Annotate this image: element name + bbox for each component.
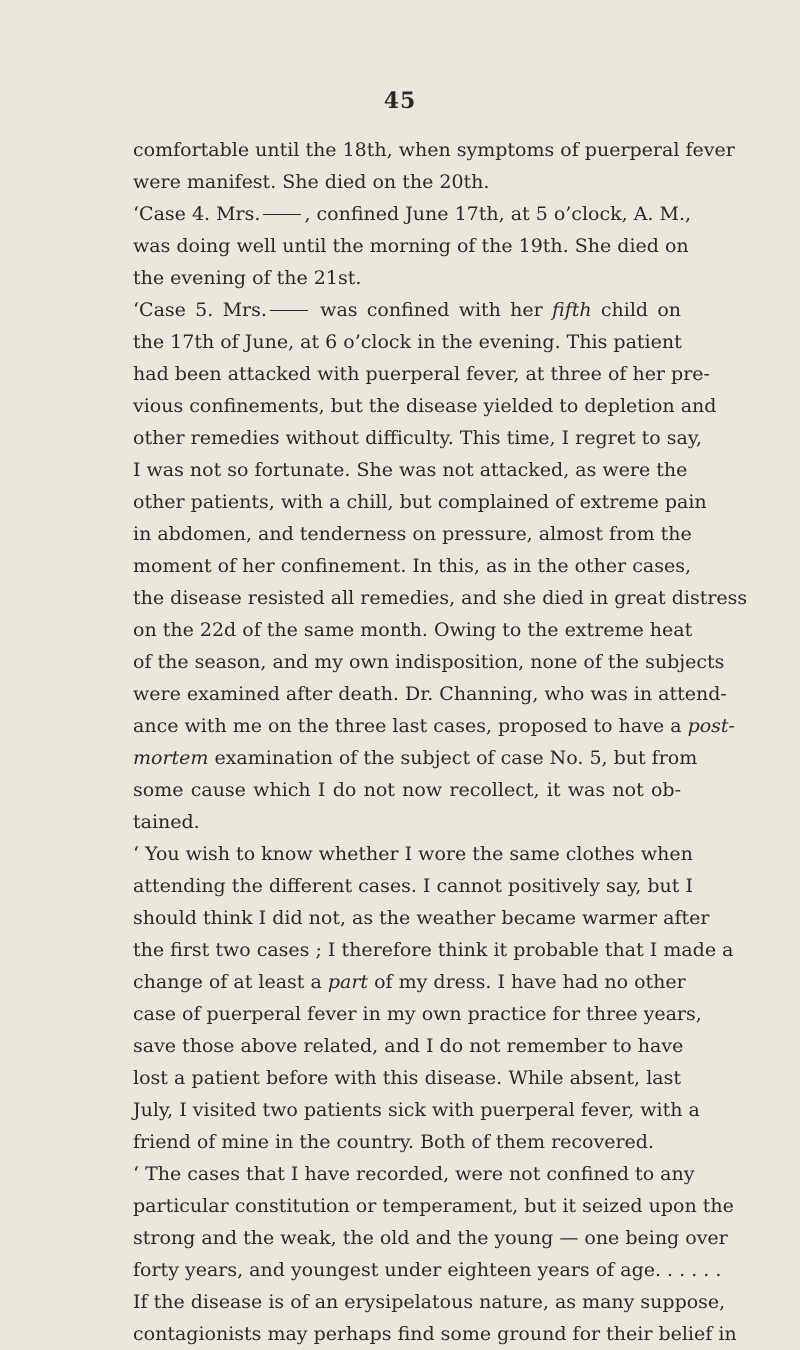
text-line: case of puerperal fever in my own practice for three years, [133,1003,702,1025]
text-line: the evening of the 21st. [133,267,362,289]
text-line: was doing well until the morning of the 19th. She died on [133,235,689,257]
text-line: the disease resisted all remedies, and she died in great distress [133,587,748,609]
text-line: lost a patient before with this disease. While absent, last [133,1067,681,1089]
text-line: ‘ The cases that I have recorded, were not confined to any [133,1163,695,1185]
text-line: had been attacked with puerperal fever, at three of her pre- [133,363,710,385]
text-line: strong and the weak, the old and the young — one being over [133,1227,728,1249]
text-line: attending the different cases. I cannot positively say, but I [133,875,693,897]
text-line: some cause which I do not now recollect, it was not ob- [133,779,681,801]
page-number: 45 [383,88,417,114]
text-line: were manifest. She died on the 20th. [133,171,490,193]
text-line: other remedies without difficulty. This time, I regret to say, [133,427,703,449]
text-line: change of at least a part of my dress. I have had no other [133,971,686,993]
text-line: should think I did not, as the weather became warmer after [133,907,710,929]
text-line: on the 22d of the same month. Owing to the extreme heat [133,619,693,641]
text-line: If the disease is of an erysipelatous nature, as many suppose, [133,1291,726,1313]
text-line: were examined after death. Dr. Channing, who was in attend- [133,683,727,705]
text-line: friend of mine in the country. Both of them recovered. [133,1131,654,1153]
text-line: comfortable until the 18th, when symptoms of puerperal fever [133,139,735,161]
name-blank-dash [270,310,308,311]
text-line: the 17th of June, at 6 o’clock in the evening. This patient [133,331,682,353]
text-line: I was not so fortunate. She was not attacked, as were the [133,459,688,481]
text-line: ance with me on the three last cases, proposed to have a post- [133,715,735,737]
text-line: of the season, and my own indisposition, none of the subjects [133,651,725,673]
text-line: tained. [133,811,200,833]
text-line: July, I visited two patients sick with puerperal fever, with a [133,1099,700,1121]
text-line: vious confinements, but the disease yielded to depletion and [133,395,717,417]
name-blank-dash [263,214,301,215]
text-line: in abdomen, and tenderness on pressure, almost from the [133,523,692,545]
text-line: forty years, and youngest under eighteen years of age. . . . . . [133,1259,722,1281]
text-line: the first two cases ; I therefore think it probable that I made a [133,939,734,961]
text-line: mortem examination of the subject of case No. 5, but from [133,747,698,769]
text-line: contagionists may perhaps find some ground for their belief in [133,1323,737,1345]
text-line: moment of her confinement. In this, as in the other cases, [133,555,692,577]
text-line: ‘Case 5. Mrs. was confined with her fifth child on [133,299,682,321]
text-line: ‘Case 4. Mrs. , confined June 17th, at 5 o’clock, A. M., [133,203,692,225]
text-line: save those above related, and I do not remember to have [133,1035,684,1057]
text-line: other patients, with a chill, but complained of extreme pain [133,491,707,513]
text-line: ‘ You wish to know whether I wore the same clothes when [133,843,693,865]
body-text [133,134,748,1350]
text-line: particular constitution or temperament, but it seized upon the [133,1195,734,1217]
